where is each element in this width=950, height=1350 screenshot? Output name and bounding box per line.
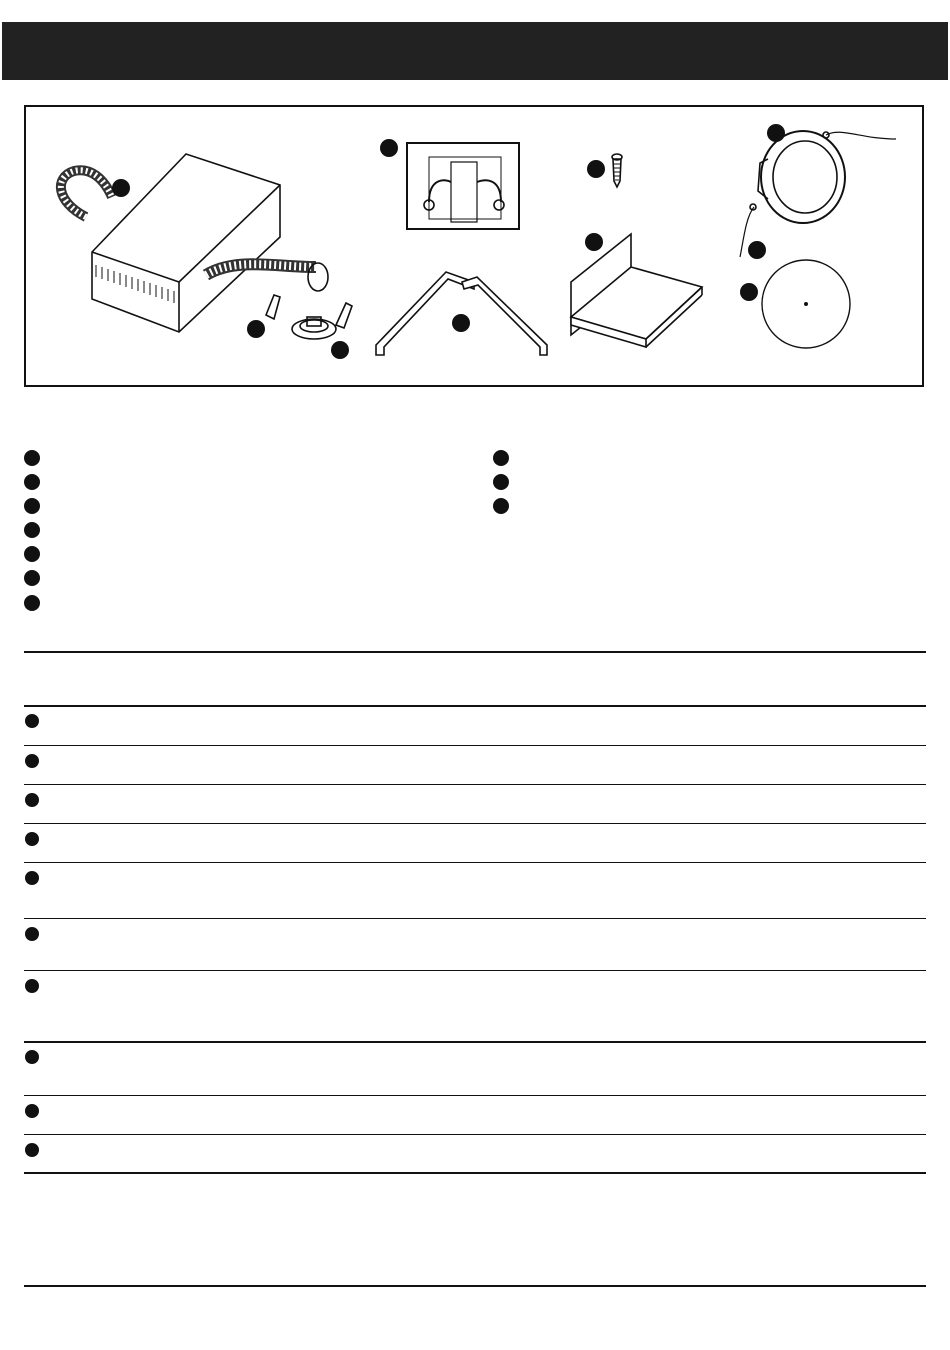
row-bullet [25,871,39,885]
table-row [24,1044,926,1094]
frame-bracket-illustration [376,272,547,355]
row-divider [24,1134,926,1135]
row-divider [24,745,926,746]
row-bullet [25,1050,39,1064]
cover-disc-illustration [762,260,850,348]
row-divider [24,862,926,863]
row-bullet [25,793,39,807]
parts-illustration [26,107,926,389]
table-row [24,921,926,969]
table-row [24,973,926,1039]
row-bullet [25,1104,39,1118]
table-row [24,865,926,917]
table-bottom-rule [24,1172,926,1174]
table-row [24,1137,926,1173]
part-bullet-4 [24,522,40,538]
row-divider [24,823,926,824]
mounting-plate-illustration [407,143,519,229]
row-divider [24,784,926,785]
table-header-rule [24,705,926,707]
row-bullet [25,754,39,768]
clips-illustration [266,295,352,339]
row-divider [24,970,926,971]
light-fixture-illustration [740,131,896,257]
shelf-bracket-illustration [571,234,702,347]
parts-illustration-frame [24,105,924,387]
heater-box-illustration [61,154,328,332]
part-bullet-8 [493,450,509,466]
part-bullet-7 [24,595,40,611]
row-bullet [25,714,39,728]
row-divider [24,1041,926,1043]
row-bullet [25,979,39,993]
table-header [24,660,926,700]
row-bullet [25,927,39,941]
table-row [24,1098,926,1134]
footer-rule [24,1285,926,1287]
row-divider [24,1095,926,1096]
part-bullet-10 [493,498,509,514]
row-divider [24,918,926,919]
row-bullet [25,832,39,846]
table-row [24,708,926,744]
table-row [24,787,926,823]
part-bullet-6 [24,570,40,586]
part-bullet-9 [493,474,509,490]
table-row [24,826,926,862]
table-row [24,748,926,784]
part-bullet-5 [24,546,40,562]
part-bullet-1 [24,450,40,466]
row-bullet [25,1143,39,1157]
header-bar [2,22,948,80]
table-top-rule [24,651,926,653]
part-bullet-2 [24,474,40,490]
footer-note [24,1180,926,1280]
part-bullet-3 [24,498,40,514]
screw-illustration [612,154,622,187]
